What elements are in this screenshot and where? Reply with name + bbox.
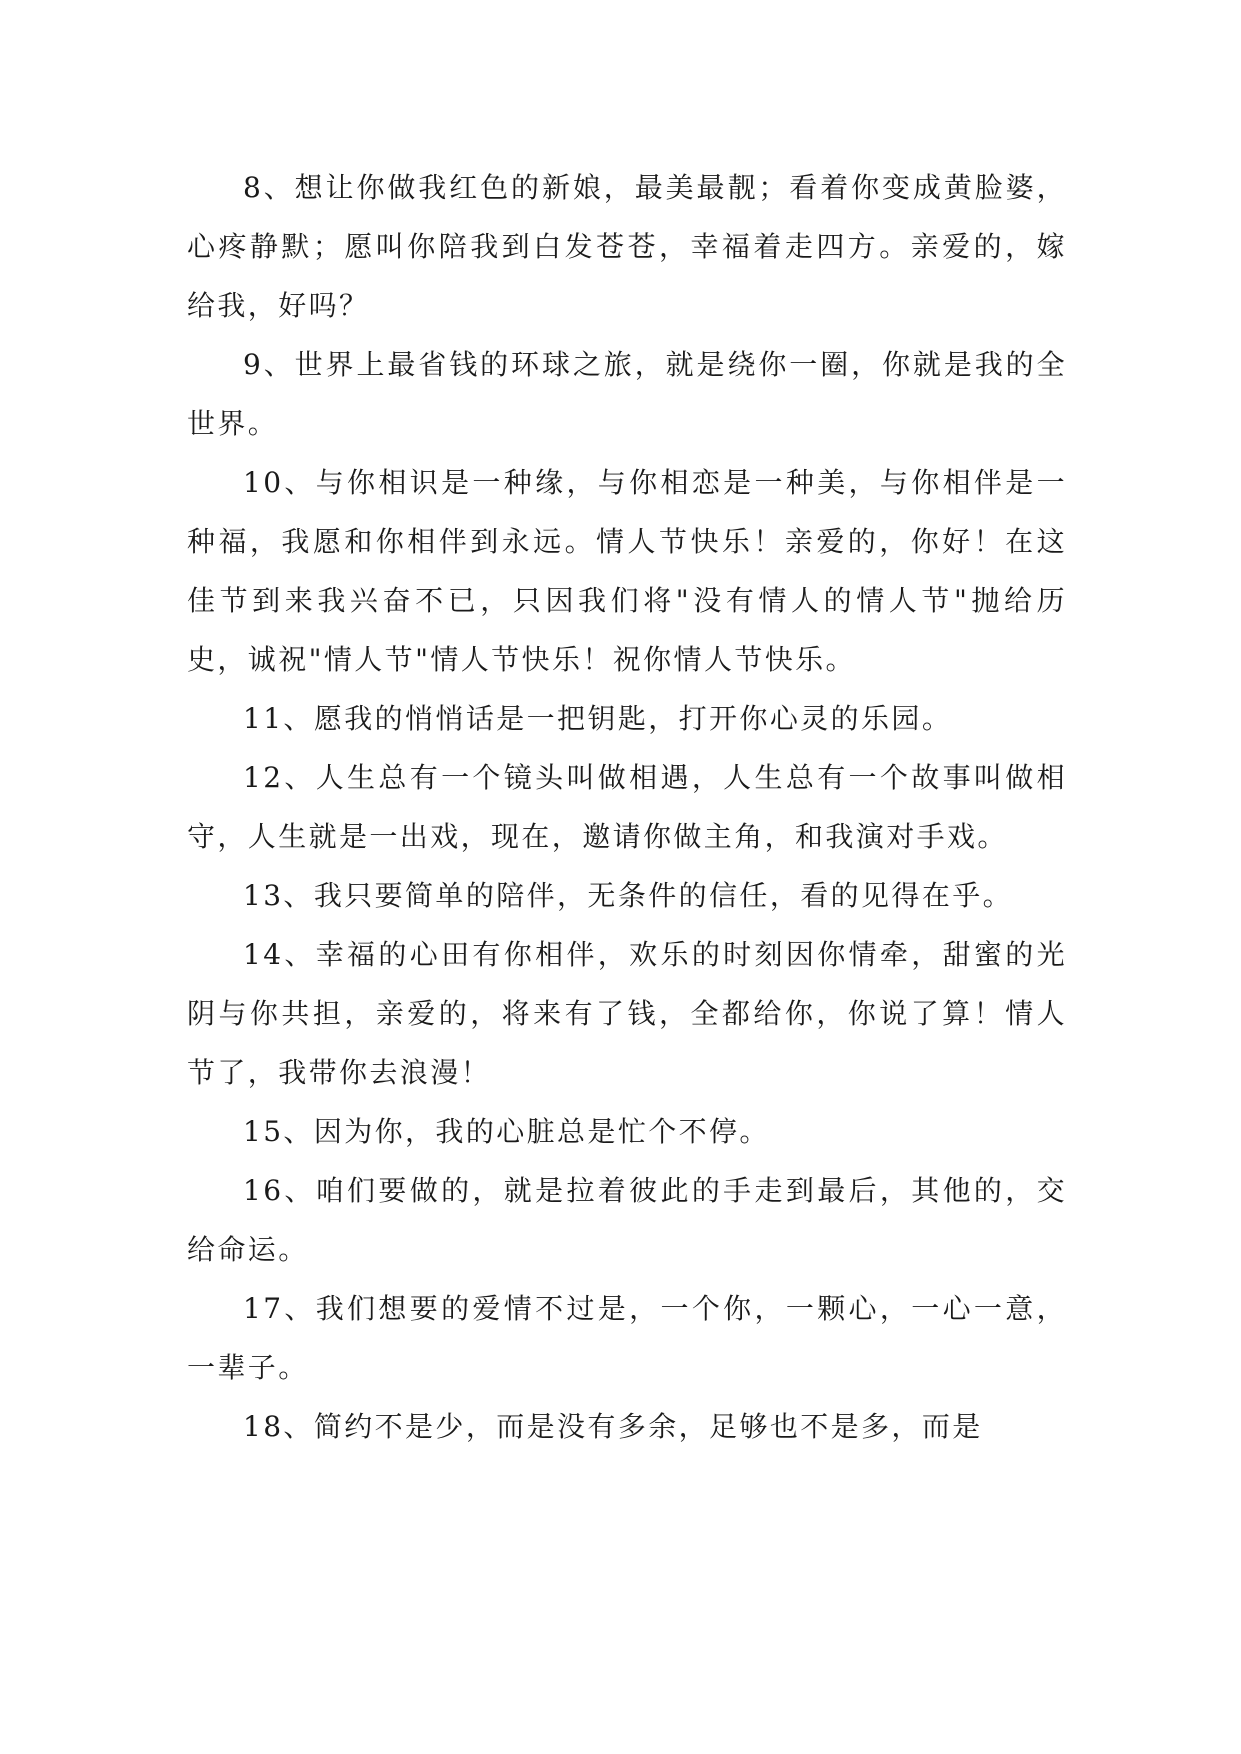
paragraph-16: 16、咱们要做的，就是拉着彼此的手走到最后，其他的，交给命运。 <box>187 1174 1067 1266</box>
paragraph-9: 9、世界上最省钱的环球之旅，就是绕你一圈，你就是我的全世界。 <box>187 348 1067 440</box>
paragraph-13: 13、我只要简单的陪伴，无条件的信任，看的见得在乎。 <box>243 879 1014 912</box>
paragraph-17: 17、我们想要的爱情不过是，一个你，一颗心，一心一意，一辈子。 <box>187 1292 1067 1384</box>
paragraph-8: 8、想让你做我红色的新娘，最美最靓；看着你变成黄脸婆，心疼静默；愿叫你陪我到白发苍苍，幸福着走四方。亲爱的，嫁给我，好吗？ <box>187 171 1067 322</box>
paragraph-15: 15、因为你，我的心脏总是忙个不停。 <box>243 1115 770 1148</box>
paragraph-14: 14、幸福的心田有你相伴，欢乐的时刻因你情牵，甜蜜的光阴与你共担，亲爱的，将来有了钱，全都给你，你说了算！情人节了，我带你去浪漫！ <box>187 938 1067 1089</box>
paragraph-12: 12、人生总有一个镜头叫做相遇，人生总有一个故事叫做相守，人生就是一出戏，现在，邀请你做主角，和我演对手戏。 <box>187 761 1067 853</box>
document-body <box>187 158 1067 1456</box>
paragraph-10: 10、与你相识是一种缘，与你相恋是一种美，与你相伴是一种福，我愿和你相伴到永远。情人节快乐！亲爱的，你好！在这佳节到来我兴奋不已，只因我们将"没有情人的情人节"抛给历史，诚祝"情人节"情人节快乐！祝你情人节快乐。 <box>187 466 1067 676</box>
paragraph-11: 11、愿我的悄悄话是一把钥匙，打开你心灵的乐园。 <box>243 702 953 735</box>
paragraph-18: 18、简约不是少，而是没有多余，足够也不是多，而是 <box>243 1410 983 1443</box>
